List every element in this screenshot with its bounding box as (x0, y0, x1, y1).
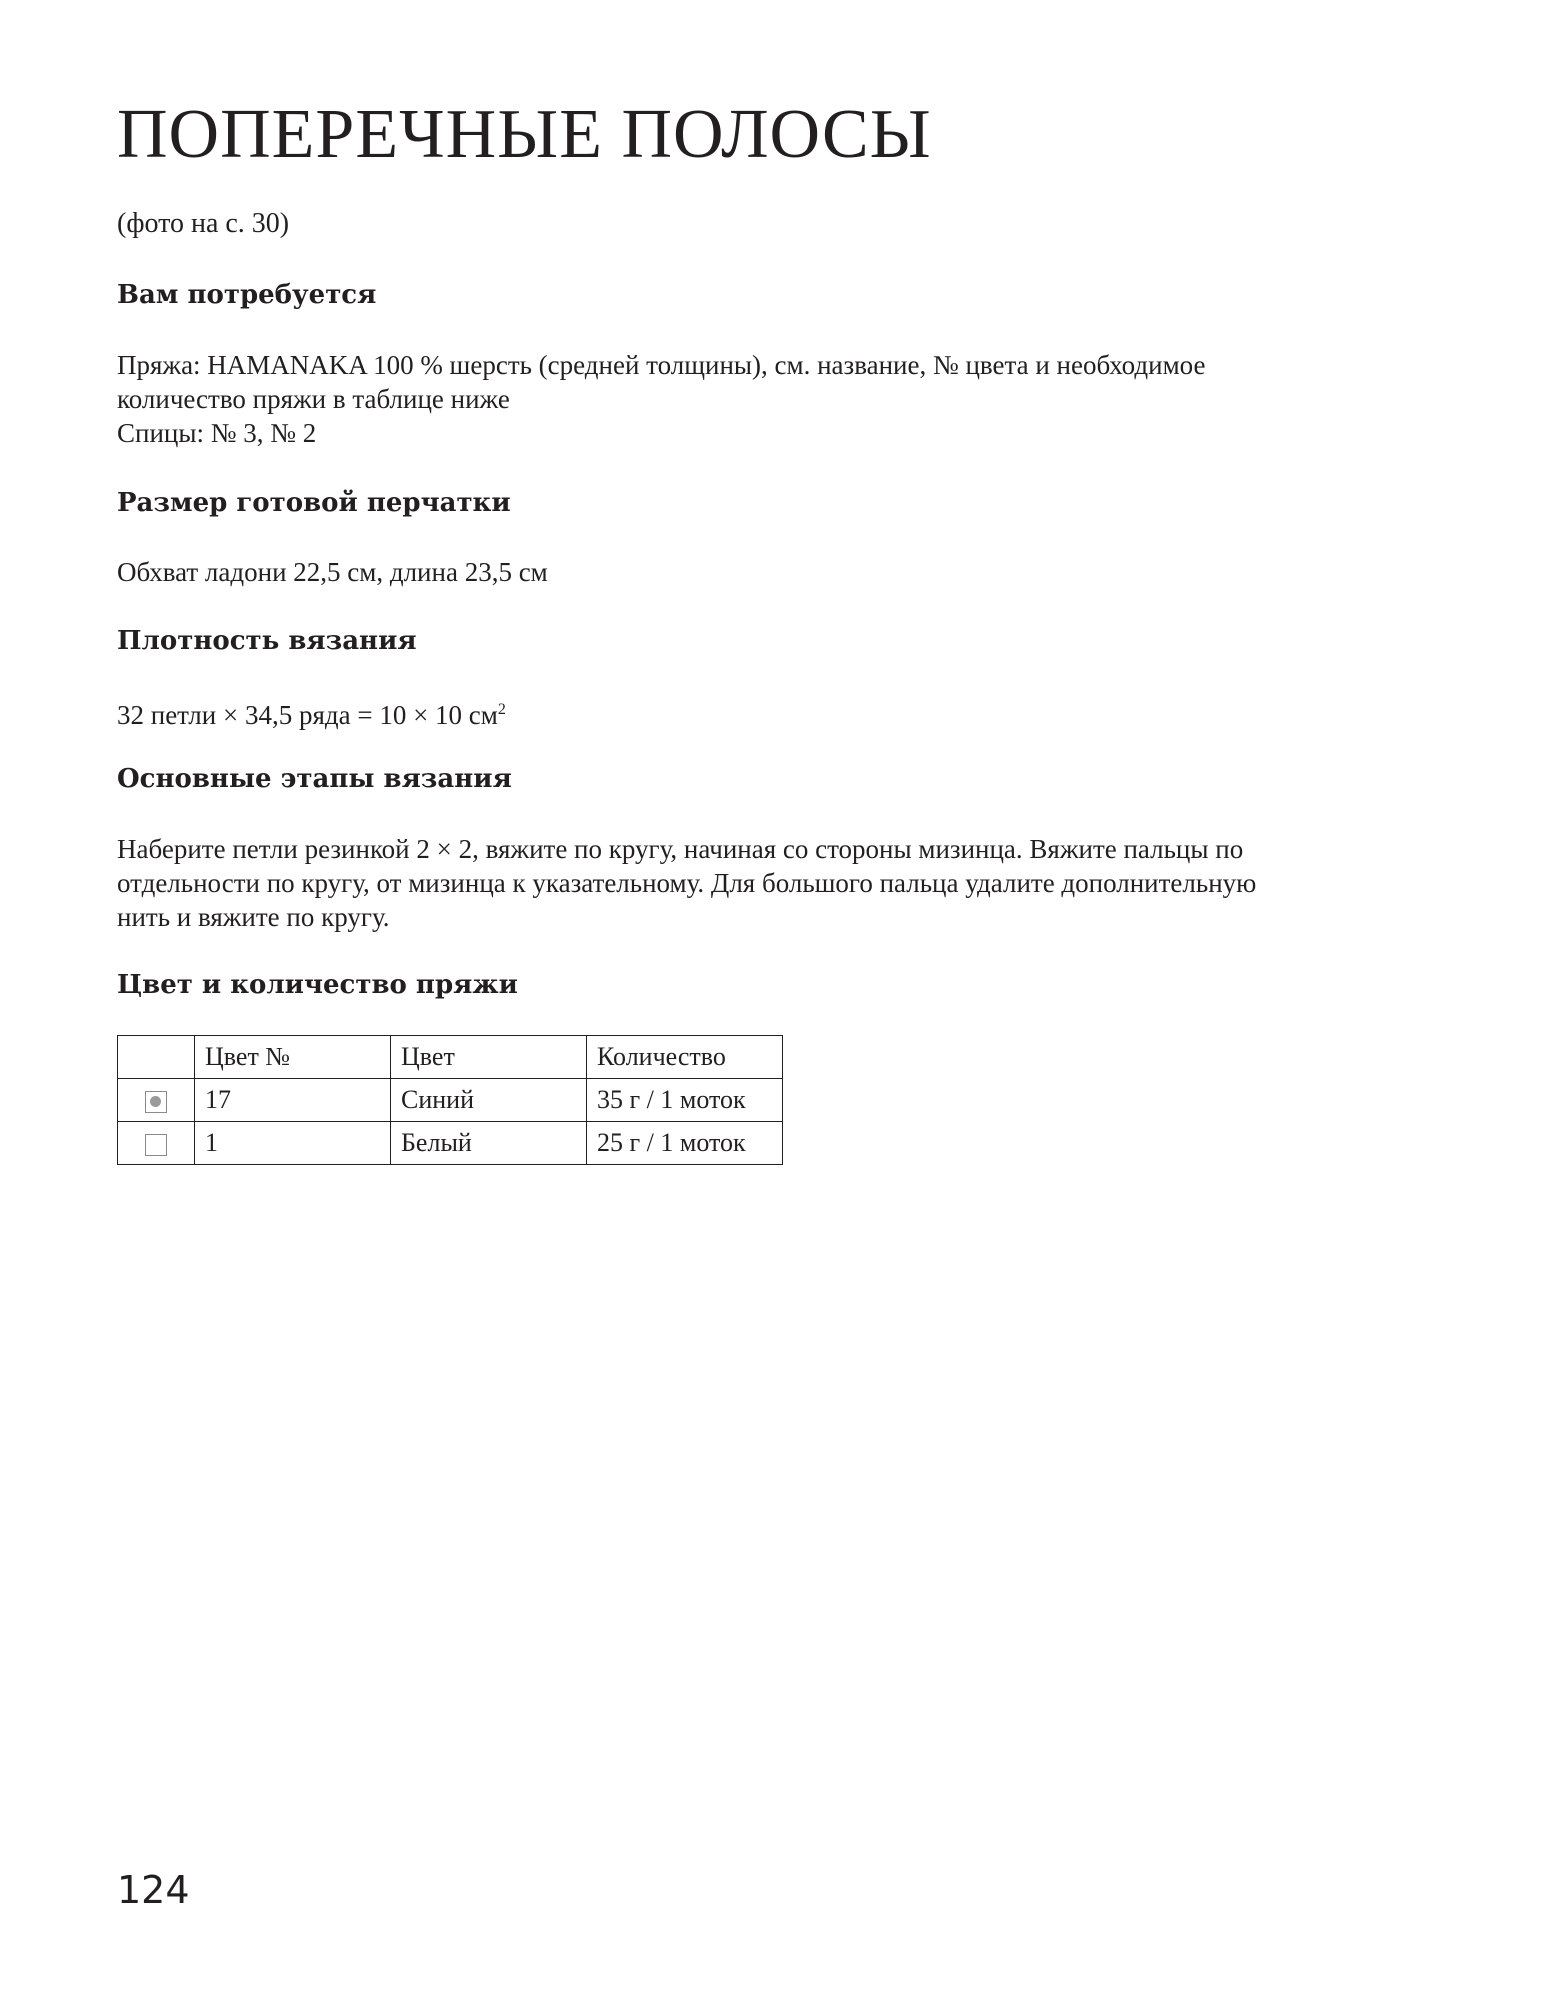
gauge-value: 32 петли × 34,5 ряда = 10 × 10 см (117, 700, 498, 730)
table-header-color-number: Цвет № (195, 1036, 391, 1079)
table-cell-number: 17 (195, 1079, 391, 1122)
page-title: ПОПЕРЕЧНЫЕ ПОЛОСЫ (117, 96, 932, 173)
steps-line-3: нить и вяжите по кругу. (117, 902, 390, 932)
yarn-table (117, 1035, 783, 1165)
table-cell-number: 1 (195, 1122, 391, 1165)
table-header-color: Цвет (391, 1036, 587, 1079)
table-cell-color: Белый (391, 1122, 587, 1165)
table-row (118, 1079, 783, 1122)
table-cell-swatch (118, 1079, 195, 1122)
yarn-heading: Цвет и количество пряжи (117, 970, 518, 1000)
empty-square-icon (145, 1134, 167, 1156)
page-number: 124 (117, 1868, 190, 1912)
materials-line-yarn: Пряжа: HAMANAKA 100 % шерсть (средней толщины), см. название, № цвета и необходимое (117, 350, 1206, 380)
table-header-row (118, 1036, 783, 1079)
dotted-square-icon (145, 1091, 167, 1113)
materials-line-yarn-cont: количество пряжи в таблице ниже (117, 384, 510, 414)
gauge-superscript: 2 (497, 701, 506, 718)
steps-text (117, 832, 1437, 934)
table-cell-color: Синий (391, 1079, 587, 1122)
table-cell-amount: 35 г / 1 моток (587, 1079, 783, 1122)
gauge-heading: Плотность вязания (117, 626, 417, 656)
photo-reference: (фото на с. 30) (117, 208, 290, 239)
size-heading: Размер готовой перчатки (117, 488, 511, 518)
steps-heading: Основные этапы вязания (117, 764, 512, 794)
gauge-text (117, 693, 1437, 732)
size-text: Обхват ладони 22,5 см, длина 23,5 см (117, 557, 548, 587)
steps-line-2: отдельности по кругу, от мизинца к указательному. Для большого пальца удалите дополнительную (117, 868, 1257, 898)
table-header-amount: Количество (587, 1036, 783, 1079)
table-header-swatch (118, 1036, 195, 1079)
table-cell-swatch (118, 1122, 195, 1165)
steps-line-1: Наберите петли резинкой 2 × 2, вяжите по кругу, начиная со стороны мизинца. Вяжите пальцы по (117, 834, 1244, 864)
materials-heading: Вам потребуется (117, 280, 377, 310)
materials-line-needles: Спицы: № 3, № 2 (117, 418, 317, 448)
table-row (118, 1122, 783, 1165)
materials-text (117, 348, 1437, 450)
table-cell-amount: 25 г / 1 моток (587, 1122, 783, 1165)
